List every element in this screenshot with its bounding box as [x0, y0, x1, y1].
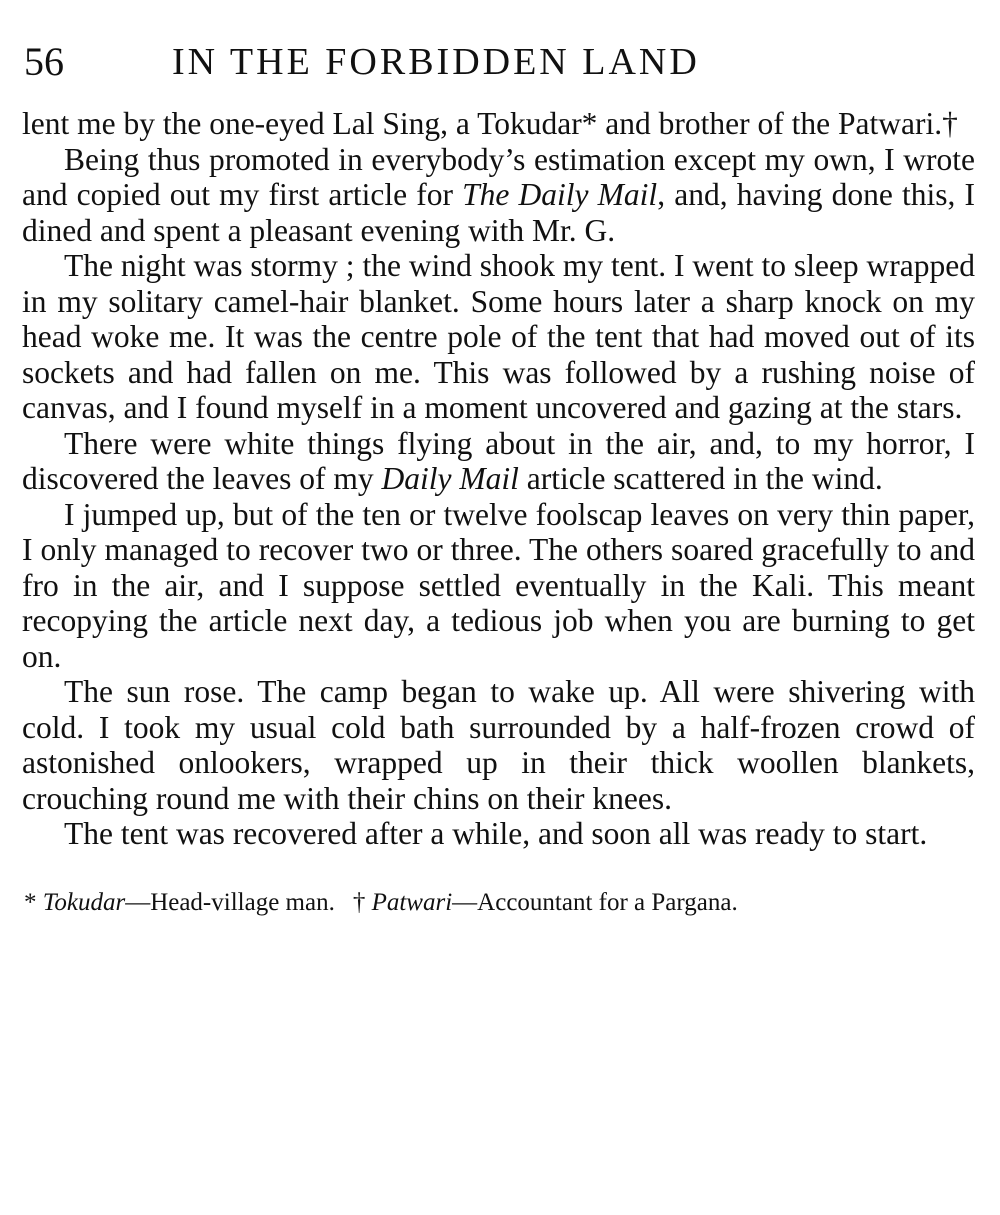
paragraph-text: The night was stormy ; the wind shook my tent. I went to sleep wrapped in my solitary camel-hair blanket. Some hours later a sharp knock on my head woke me. It was the centre pole of the tent that had moved out of its sockets and had fallen on me. This was followed by a rushing noise of canvas, and I found myself in a moment uncovered and gazing at the stars. — [22, 248, 975, 425]
paragraph — [22, 426, 975, 497]
italic-title: The Daily Mail — [462, 177, 658, 212]
paragraph-text: The sun rose. The camp began to wake up. All were shivering with cold. I took my usual cold bath surrounded by a half-frozen crowd of astonished onlookers, wrapped up in their thick woollen blankets, crouching round me with their chins on their knees. — [22, 674, 975, 816]
footnote — [353, 889, 738, 916]
page-number: 56 — [24, 39, 64, 84]
paragraph — [22, 142, 975, 249]
page-header — [22, 38, 975, 86]
paragraph-text: , and, having done this, I dined and spent a pleasant evening with Mr. G. — [22, 177, 976, 248]
footnote-term: Tokudar — [42, 888, 126, 916]
paragraph-text: Being thus promoted in everybody’s estimation except my own, I wrote and copied out my first article for — [22, 141, 975, 212]
footnote-marker: † — [352, 888, 372, 916]
running-title: IN THE FORBIDDEN LAND — [172, 41, 700, 83]
footnote-definition: —Accountant for a Pargana. — [452, 888, 738, 916]
footnote-marker: * — [24, 888, 43, 916]
paragraph — [22, 248, 975, 426]
paragraph-text: There were white things flying about in the air, and, to my horror, I discovered the leaves of my — [22, 425, 975, 496]
footnotes — [22, 888, 975, 918]
paragraph — [22, 497, 975, 675]
footnote-definition: —Head-village man. — [125, 888, 335, 916]
paragraph — [22, 106, 975, 142]
footnote-term: Patwari — [371, 888, 453, 916]
footnote — [24, 889, 335, 916]
paragraph — [22, 674, 975, 816]
paragraph-text: article scattered in the wind. — [518, 461, 883, 496]
paragraph-text: lent me by the one-eyed Lal Sing, a Tokudar* and brother of the Patwari.† — [22, 106, 958, 141]
italic-title: Daily Mail — [381, 461, 519, 496]
paragraph-text: The tent was recovered after a while, and soon all was ready to start. — [64, 816, 928, 851]
body-text — [22, 106, 975, 852]
paragraph-text: I jumped up, but of the ten or twelve foolscap leaves on very thin paper, I only managed to recover two or three. The others soared gracefully to and fro in the air, and I suppose settled eventually in the Kali. This meant recopying the article next day, a tedious job when you are burning to get on. — [22, 496, 975, 674]
paragraph — [22, 816, 975, 852]
book-page — [22, 38, 975, 918]
